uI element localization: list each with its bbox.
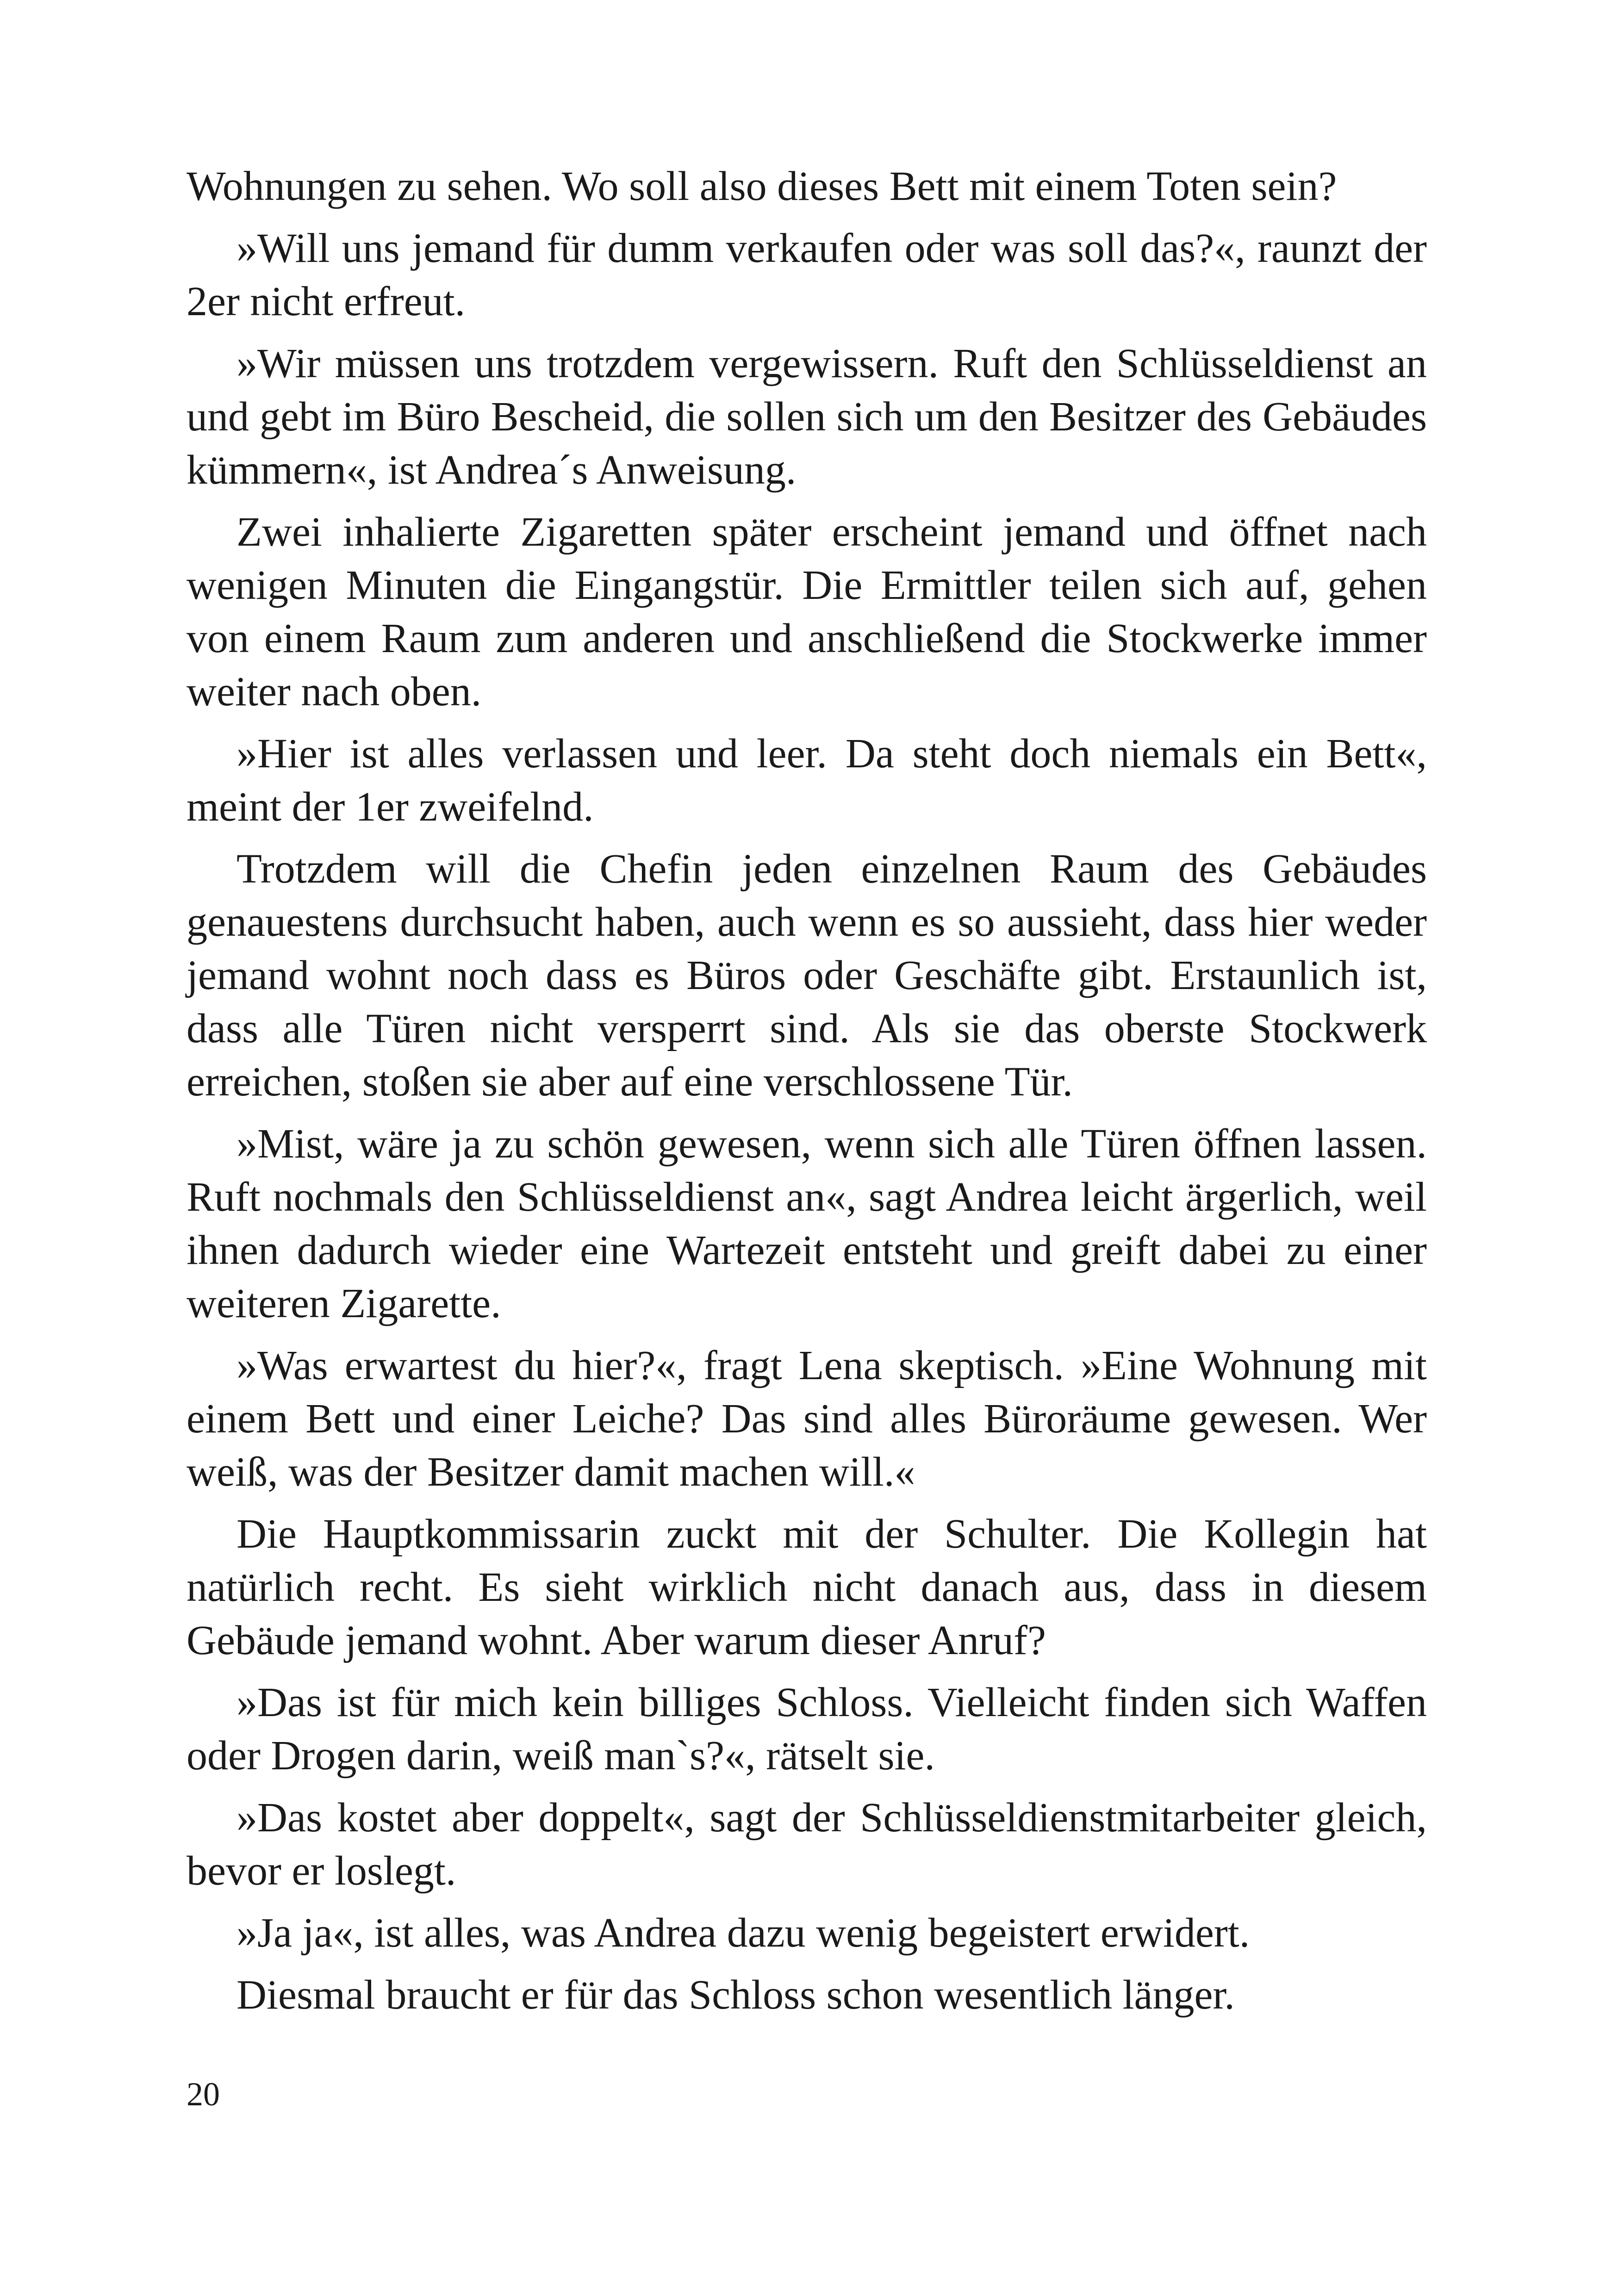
paragraph: »Das ist für mich kein billiges Schloss. Vielleicht finden sich Waffen oder Drogen darin, weiß man`s?«, rätselt sie. [187,1680,1427,1779]
paragraph: Die Hauptkommissarin zuckt mit der Schulter. Die Kollegin hat natürlich recht. Es sieht wirklich nicht danach aus, dass in diesem Gebäude jemand wohnt. Aber warum dieser Anruf? [187,1511,1427,1663]
paragraph: Trotzdem will die Chefin jeden einzelnen Raum des Gebäudes genauestens durchsucht haben, auch wenn es so aussieht, dass hier weder jemand wohnt noch dass es Büros oder Geschäfte gibt. Erstaunlich ist, dass alle Türen nicht versperrt sind. Als sie das oberste Stockwerk erreichen, stoßen sie aber auf eine verschlossene Tür. [187,846,1427,1105]
paragraph: Zwei inhalierte Zigaretten später erscheint jemand und öffnet nach wenigen Minuten die Eingangstür. Die Ermittler teilen sich auf, gehen von einem Raum zum anderen und anschließend die Stockwerke immer weiter nach oben. [187,509,1427,715]
paragraph: »Das kostet aber doppelt«, sagt der Schlüsseldienstmitarbeiter gleich, bevor er loslegt. [187,1795,1427,1894]
paragraph: »Will uns jemand für dumm verkaufen oder was soll das?«, raunzt der 2er nicht erfreut. [187,225,1427,324]
paragraph: Diesmal braucht er für das Schloss schon wesentlich länger. [236,1972,1235,2018]
paragraph: »Mist, wäre ja zu schön gewesen, wenn sich alle Türen öffnen lassen. Ruft nochmals den Schlüsseldienst an«, sagt Andrea leicht ärgerlich, weil ihnen dadurch wieder eine Wartezeit entsteht und greift dabei zu einer weiteren Zigarette. [187,1121,1427,1326]
page-number: 20 [187,2076,220,2113]
page-body [187,160,1427,2030]
paragraph: »Ja ja«, ist alles, was Andrea dazu wenig begeistert erwidert. [236,1910,1250,1956]
paragraph: »Wir müssen uns trotzdem vergewissern. Ruft den Schlüsseldienst an und gebt im Büro Bescheid, die sollen sich um den Besitzer des Gebäudes kümmern«, ist Andrea´s Anweisung. [187,341,1427,493]
paragraph: »Was erwartest du hier?«, fragt Lena skeptisch. »Eine Wohnung mit einem Bett und einer Leiche? Das sind alles Büroräume gewesen. Wer weiß, was der Besitzer damit machen will.« [187,1343,1427,1495]
paragraph: Wohnungen zu sehen. Wo soll also dieses Bett mit einem Toten sein? [187,163,1337,209]
paragraph: »Hier ist alles verlassen und leer. Da steht doch niemals ein Bett«, meint der 1er zweifelnd. [187,731,1427,830]
